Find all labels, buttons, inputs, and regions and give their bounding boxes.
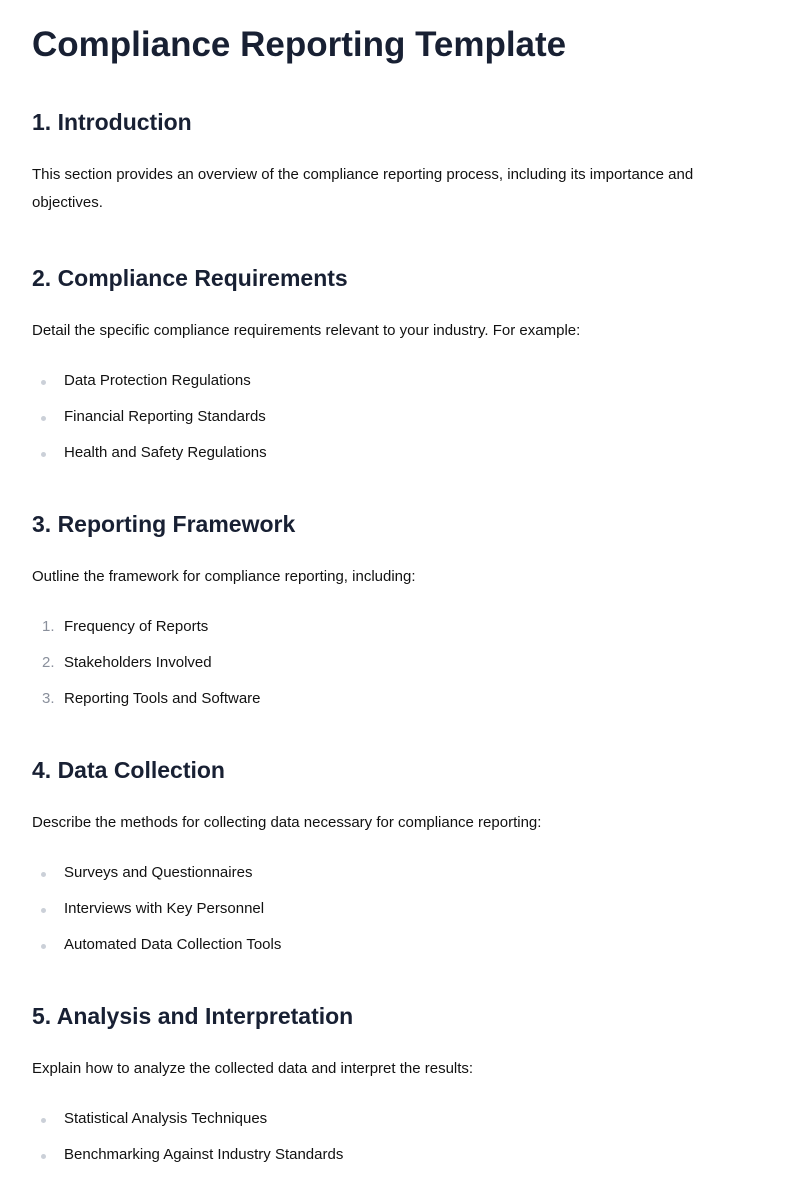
page-title: Compliance Reporting Template — [32, 25, 567, 64]
section-paragraph: Explain how to analyze the collected data and interpret the results: — [32, 1060, 474, 1077]
bullet-dot-icon — [41, 452, 46, 457]
list-item-text: Benchmarking Against Industry Standards — [64, 1146, 344, 1163]
list-item-text: Financial Reporting Standards — [64, 408, 266, 425]
bullet-list — [32, 863, 768, 955]
list-item — [32, 371, 768, 391]
list-item — [32, 899, 768, 919]
section-paragraph: This section provides an overview of the compliance reporting process, including its importance and objectives. — [32, 166, 694, 211]
section-reporting-framework — [32, 509, 768, 709]
list-item — [32, 689, 768, 709]
section-heading: 1. Introduction — [32, 109, 192, 135]
bullet-dot-icon — [41, 908, 46, 913]
bullet-list — [32, 1109, 768, 1165]
list-item-text: Automated Data Collection Tools — [64, 936, 282, 953]
list-item — [32, 617, 768, 637]
list-item — [32, 935, 768, 955]
bullet-dot-icon — [41, 416, 46, 421]
list-item-text: Stakeholders Involved — [64, 654, 212, 671]
list-item-text: Reporting Tools and Software — [64, 690, 261, 707]
numbered-list — [32, 617, 768, 709]
list-item — [32, 407, 768, 427]
list-item — [32, 1145, 768, 1165]
section-heading: 5. Analysis and Interpretation — [32, 1003, 354, 1029]
list-number: 1. — [42, 618, 55, 635]
bullet-dot-icon — [41, 380, 46, 385]
list-item — [32, 653, 768, 673]
list-item-text: Interviews with Key Personnel — [64, 900, 265, 917]
section-paragraph: Outline the framework for compliance reporting, including: — [32, 568, 416, 585]
list-number: 2. — [42, 654, 55, 671]
list-item — [32, 1109, 768, 1129]
section-analysis-interpretation — [32, 1001, 768, 1165]
list-item — [32, 863, 768, 883]
list-item-text: Frequency of Reports — [64, 618, 209, 635]
bullet-list — [32, 371, 768, 463]
section-paragraph: Describe the methods for collecting data necessary for compliance reporting: — [32, 814, 542, 831]
section-introduction — [32, 107, 768, 217]
list-item-text: Health and Safety Regulations — [64, 444, 267, 461]
list-number: 3. — [42, 690, 55, 707]
section-heading: 3. Reporting Framework — [32, 511, 296, 537]
section-paragraph: Detail the specific compliance requirements relevant to your industry. For example: — [32, 322, 581, 339]
bullet-dot-icon — [41, 944, 46, 949]
list-item-text: Data Protection Regulations — [64, 372, 251, 389]
bullet-dot-icon — [41, 872, 46, 877]
list-item — [32, 443, 768, 463]
list-item-text: Statistical Analysis Techniques — [64, 1110, 268, 1127]
section-data-collection — [32, 755, 768, 955]
section-heading: 4. Data Collection — [32, 757, 225, 783]
section-compliance-requirements — [32, 263, 768, 463]
list-item-text: Surveys and Questionnaires — [64, 864, 253, 881]
section-heading: 2. Compliance Requirements — [32, 265, 348, 291]
bullet-dot-icon — [41, 1154, 46, 1159]
bullet-dot-icon — [41, 1118, 46, 1123]
